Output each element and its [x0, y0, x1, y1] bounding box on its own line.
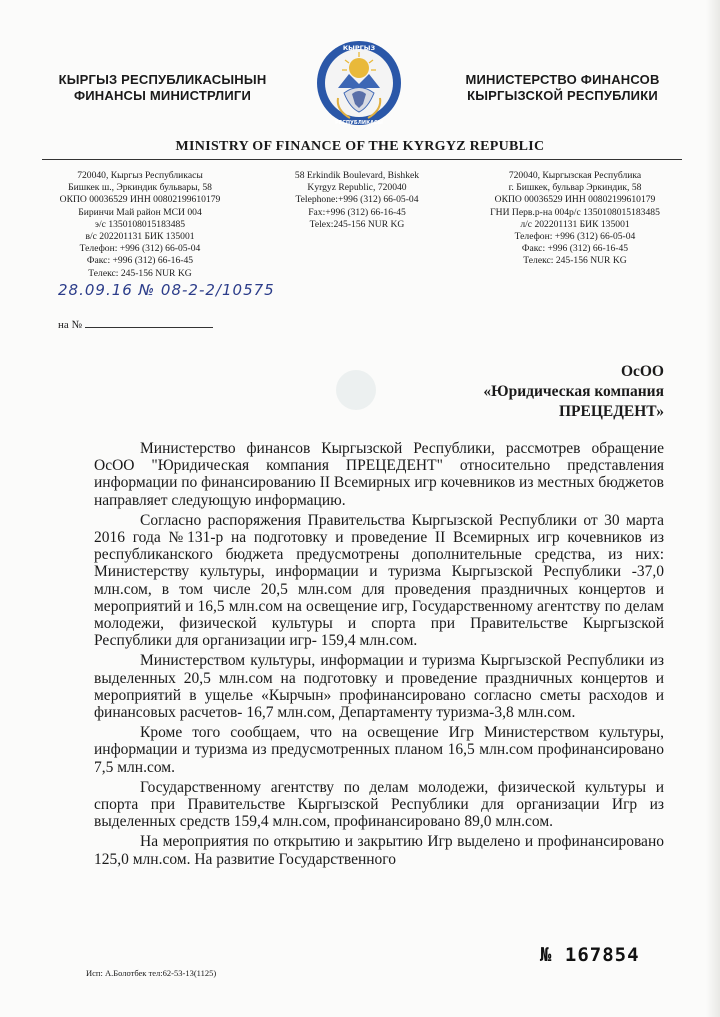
body-paragraph: Министерством культуры, информации и туризма Кыргызской Республики из выделенных 20,5 млн.сом на подготовку и проведение праздничных концертов и мероприятий в ущелье «Кырчын» профинансировано согласно сметы расходов и финансовых расчетов- 16,7 млн.сом, Департаменту туризма-3,8 млн.сом. — [94, 652, 664, 722]
header-divider — [42, 159, 682, 160]
address-line: Telephone:+996 (312) 66-05-04 — [295, 194, 419, 206]
address-line: 58 Erkindik Boulevard, Bishkek — [294, 170, 420, 181]
address-block-russian — [470, 170, 680, 268]
recipient-block — [483, 362, 664, 422]
reference-label: на № — [58, 319, 83, 331]
header-right-line1: МИНИСТЕРСТВО ФИНАНСОВ — [465, 72, 660, 87]
recipient-line2: «Юридическая компания — [483, 383, 664, 400]
incoming-reference — [58, 318, 213, 331]
address-line: 720040, Кыргыз Республикасы — [77, 170, 203, 181]
address-line: Факс: +996 (312) 66-16-45 — [521, 243, 629, 255]
address-block-english — [262, 170, 452, 231]
address-line: Биринчи Май район МСИ 004 — [78, 206, 202, 218]
address-line: ОКПО 00036529 ИНН 00802199610179 — [59, 194, 221, 206]
document-serial-number: № 167854 — [540, 944, 640, 966]
handwritten-outgoing-number: 28.09.16 № 08-2-2/10575 — [58, 281, 275, 299]
address-line: в/с 202201131 БИК 135001 — [85, 231, 195, 243]
address-line: Телефон: +996 (312) 66-05-04 — [514, 231, 636, 243]
address-line: Fax:+996 (312) 66-16-45 — [308, 206, 406, 218]
address-line: л/с 202201131 БИК 135001 — [520, 218, 630, 230]
body-paragraph: Согласно распоряжения Правительства Кыргызской Республики от 30 марта 2016 года №131-р на подготовку и проведение II Всемирных игр кочевников из республиканского бюджета предусмотрены дополнительные средства, из них: Министерству культуры, информации и туризма Кыргызской Республики -37,0 млн.сом, в том числе 20,5 млн.сом для проведения праздничных концертов и мероприятий и 16,5 млн.сом на освещение игр, Государственному агентству по делам молодежи, физической культуры и спорта при Правительстве Кыргызской Республики для организации игр- 159,4 млн.сом. — [94, 511, 664, 650]
address-line: Бишкек ш., Эркиндик бульвары, 58 — [68, 182, 212, 194]
body-paragraph: Государственному агентству по делам молодежи, физической культуры и спорта при Правительстве Кыргызской Республики для организации Игр из выделенных средств 159,4 млн.сом, профинансировано 89,0 млн.сом. — [94, 778, 664, 831]
address-line: Телекс: 245-156 NUR KG — [88, 267, 192, 279]
header-left-line1: КЫРГЫЗ РЕСПУБЛИКАСЫНЫН — [58, 72, 267, 87]
address-line: Телекс: 245-156 NUR KG — [523, 255, 627, 267]
body-paragraph: На мероприятия по открытию и закрытию Игр выделено и профинансировано 125,0 млн.сом. На развитие Государственного — [94, 833, 664, 868]
body-paragraph: Министерство финансов Кыргызской Республики, рассмотрев обращение ОсОО "Юридическая компания ПРЕЦЕДЕНТ" относительно представления информации по финансированию II Всемирных игр кочевников из местных бюджетов направляет следующую информацию. — [94, 440, 664, 509]
address-line: Факс: +996 (312) 66-16-45 — [86, 255, 194, 267]
faint-stamp-mark — [336, 370, 376, 410]
letter-body — [94, 440, 664, 871]
address-line: 720040, Кыргызская Республика — [508, 170, 642, 181]
body-paragraph: Кроме того сообщаем, что на освещение Игр Министерством культуры, информации и туризма из предусмотренных планом 16,5 млн.сом профинансировано 7,5 млн.сом. — [94, 724, 664, 776]
recipient-line1: ОсОО — [620, 363, 664, 380]
executor-footer: Исп: А.Болотбек тел:62-53-13(1125) — [86, 968, 217, 978]
address-line: Telex:245-156 NUR KG — [309, 218, 405, 230]
address-line: Kyrgyz Republic, 720040 — [307, 182, 407, 194]
reference-blank-line — [85, 318, 213, 328]
header-kyrgyz-title — [45, 72, 280, 104]
state-emblem-icon — [316, 38, 402, 128]
address-line: ГНИ Перв.р-на 004р/с 1350108015183485 — [490, 206, 660, 218]
svg-text:РЕСПУБЛИКАСЫ: РЕСПУБЛИКАСЫ — [335, 120, 383, 126]
header-right-line2: КЫРГЫЗСКОЙ РЕСПУБЛИКИ — [467, 88, 658, 103]
address-block-kyrgyz — [40, 170, 240, 280]
header-left-line2: ФИНАНСЫ МИНИСТРЛИГИ — [73, 88, 252, 103]
ministry-english-title: MINISTRY OF FINANCE OF THE KYRGYZ REPUBLIC — [175, 139, 545, 154]
scan-edge-shadow — [706, 0, 720, 1017]
recipient-line3: ПРЕЦЕДЕНТ» — [558, 403, 664, 420]
address-line: э/с 1350108015183485 — [94, 218, 186, 230]
address-line: ОКПО 00036529 ИНН 00802199610179 — [494, 194, 656, 206]
address-line: г. Бишкек, бульвар Эркиндик, 58 — [508, 182, 642, 194]
svg-text:КЫРГЫЗ: КЫРГЫЗ — [342, 44, 376, 52]
address-line: Телефон: +996 (312) 66-05-04 — [79, 243, 201, 255]
header-russian-title — [445, 72, 680, 104]
